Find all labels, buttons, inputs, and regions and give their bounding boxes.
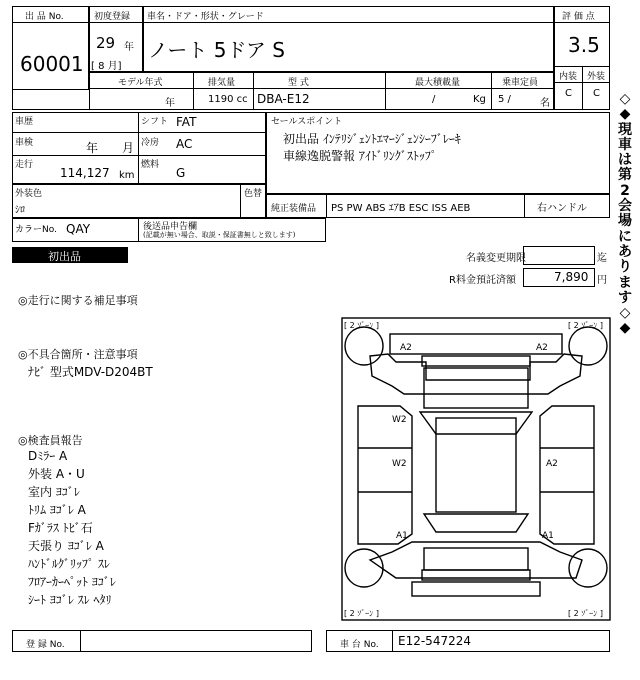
side-notice-char: に bbox=[618, 228, 632, 245]
model-value: DBA-E12 bbox=[257, 92, 310, 106]
fuel-value: G bbox=[176, 166, 186, 180]
side-notice-char: 車 bbox=[618, 136, 632, 153]
defects-line: ﾅﾋﾞ 型式MDV-D204BT bbox=[28, 365, 153, 379]
car-name: ノート 5ドア S bbox=[148, 38, 285, 62]
mileage-label: 走行 bbox=[15, 160, 34, 170]
inspection-label: 車検 bbox=[15, 138, 34, 148]
color-change-label: 色替 bbox=[244, 189, 263, 199]
side-notice-char: ま bbox=[618, 274, 632, 291]
side-notice-char: 2 bbox=[620, 182, 630, 199]
report-line: 天張り ﾖｺﾞﾚ A bbox=[28, 539, 104, 553]
interior-label: 内装 bbox=[559, 72, 578, 82]
side-notice-char: 会 bbox=[618, 198, 632, 215]
shift-value: FAT bbox=[176, 115, 197, 129]
displacement-label: 排気量 bbox=[208, 78, 236, 88]
capacity-label: 乗車定員 bbox=[502, 78, 539, 88]
lot-label: 出 品 No. bbox=[25, 12, 64, 22]
car-diagram bbox=[340, 316, 612, 622]
ac-value: AC bbox=[176, 137, 193, 151]
report-line: ｼｰﾄ ﾖｺﾞﾚ ｽﾚ ﾍﾀﾘ bbox=[28, 593, 112, 607]
mileage-unit: km bbox=[119, 170, 135, 181]
steering-value: 右ハンドル bbox=[537, 203, 587, 214]
report-line: 室内 ﾖｺﾞﾚ bbox=[28, 485, 80, 499]
capacity-unit: 名 bbox=[540, 98, 550, 109]
name-change-label: 名義変更期限 bbox=[466, 253, 526, 264]
sales-point-line2: 車線逸脱警報 ｱｲﾄﾞﾘﾝｸﾞｽﾄｯﾌﾟ bbox=[283, 149, 437, 163]
year-unit: 年 bbox=[124, 42, 134, 53]
ac-label: 冷房 bbox=[141, 138, 160, 148]
mileage-value: 114,127 bbox=[60, 166, 110, 180]
chassis-label: 車 台 No. bbox=[340, 640, 379, 650]
capacity-value: 5 / bbox=[498, 94, 511, 105]
model-label: 型 式 bbox=[288, 78, 309, 88]
mark-left-front-door: W2 bbox=[392, 415, 407, 425]
exterior-grade: C bbox=[593, 88, 600, 99]
mark-front-bumper-right: A2 bbox=[536, 343, 548, 353]
report-line: ﾄﾘﾑ ﾖｺﾞﾚ A bbox=[28, 503, 86, 517]
interior-grade: C bbox=[565, 88, 572, 99]
mark-left-rear-door: W2 bbox=[392, 459, 407, 469]
name-change-unit: 迄 bbox=[597, 253, 607, 264]
model-year-label: モデル年式 bbox=[118, 78, 163, 88]
ext-color-value: ｼﾛ bbox=[15, 205, 25, 216]
corner-tl: [ 2 ｿﾞｰﾝ ] bbox=[344, 321, 379, 330]
recycle-label: R料金預託済額 bbox=[449, 275, 516, 286]
max-load-label: 最大積載量 bbox=[415, 78, 461, 88]
report-line: Dﾐﾗｰ A bbox=[28, 449, 68, 463]
side-notice-char: ◇ bbox=[619, 305, 631, 322]
post-doc-note: (記載が無い場合、取説・保証書無しと致します) bbox=[143, 231, 296, 239]
mark-front-bumper-left: A2 bbox=[400, 343, 412, 353]
equipment-items: PS PW ABS ｴｱB ESC ISS AEB bbox=[331, 203, 471, 214]
wheel-rear-right-icon bbox=[569, 549, 607, 587]
equipment-label: 純正装備品 bbox=[271, 204, 317, 214]
displacement-value: 1190 cc bbox=[208, 94, 248, 105]
inspection-year-unit: 年 bbox=[86, 141, 99, 155]
reg-month: [ 8 月] bbox=[91, 61, 122, 72]
color-no-value: QAY bbox=[66, 222, 91, 236]
corner-bl: [ 2 ｿﾞｰﾝ ] bbox=[344, 609, 379, 618]
load-value: / bbox=[432, 94, 436, 105]
first-reg-label: 初度登録 bbox=[94, 12, 131, 22]
recycle-value: 7,890 bbox=[554, 270, 589, 284]
reg-year: 29 bbox=[96, 34, 116, 52]
report-line: 外装 A・U bbox=[28, 467, 85, 481]
corner-br: [ 2 ｿﾞｰﾝ ] bbox=[568, 609, 603, 618]
score-label: 評 価 点 bbox=[562, 12, 595, 22]
fuel-label: 燃料 bbox=[141, 160, 160, 170]
mark-right-rear-fender: A1 bbox=[542, 531, 554, 541]
wheel-front-left-icon bbox=[345, 327, 383, 365]
report-line: Fｶﾞﾗｽ ﾄﾋﾞ石 bbox=[28, 521, 93, 535]
inspector-title: ◎検査員報告 bbox=[18, 434, 83, 447]
mark-right-rear-door: A2 bbox=[546, 459, 558, 469]
exterior-label: 外装 bbox=[587, 72, 606, 82]
inspection-month-unit: 月 bbox=[122, 141, 135, 155]
reg-no-label: 登 録 No. bbox=[26, 640, 65, 650]
side-notice-char: ◆ bbox=[619, 106, 631, 123]
model-year-unit: 年 bbox=[165, 98, 175, 109]
sales-point-line1: 初出品 ｲﾝﾃﾘｼﾞｪﾝﾄｴﾏｰｼﾞｪﾝｼｰﾌﾞﾚｰｷ bbox=[283, 132, 461, 146]
side-notice-char: あ bbox=[618, 243, 632, 260]
side-notice bbox=[614, 92, 636, 652]
side-notice-char: は bbox=[618, 152, 632, 169]
history-label: 車歴 bbox=[15, 117, 34, 127]
report-line: ﾌﾛｱｰｶｰﾍﾟｯﾄ ﾖｺﾞﾚ bbox=[28, 575, 116, 589]
side-notice-char: 第 bbox=[618, 167, 632, 184]
chassis-value: E12-547224 bbox=[398, 634, 471, 648]
first-listing-text: 初出品 bbox=[48, 250, 81, 263]
load-unit: Kg bbox=[473, 94, 486, 105]
car-name-label: 車名・ドア・形状・グレード bbox=[147, 12, 264, 22]
color-no-label: カラーNo. bbox=[15, 225, 57, 235]
mark-left-rear-fender: A1 bbox=[396, 531, 408, 541]
shift-label: シフト bbox=[141, 117, 169, 127]
defects-title: ◎不具合箇所・注意事項 bbox=[18, 348, 138, 361]
score-value: 3.5 bbox=[568, 33, 600, 57]
report-line: ﾊﾝﾄﾞﾙｸﾞﾘｯﾌﾟ ｽﾚ bbox=[28, 557, 110, 571]
wheel-rear-left-icon bbox=[345, 549, 383, 587]
side-notice-char: ◆ bbox=[619, 320, 631, 337]
wheel-front-right-icon bbox=[569, 327, 607, 365]
side-notice-char: 場 bbox=[618, 213, 632, 230]
side-notice-char: り bbox=[618, 259, 632, 276]
sales-point-label: セールスポイント bbox=[271, 117, 343, 127]
corner-tr: [ 2 ｿﾞｰﾝ ] bbox=[568, 321, 603, 330]
side-notice-char: ◇ bbox=[619, 91, 631, 107]
ext-color-label: 外装色 bbox=[15, 189, 43, 199]
recycle-unit: 円 bbox=[597, 275, 607, 286]
lot-number: 60001 bbox=[20, 52, 84, 76]
side-notice-char: 現 bbox=[618, 121, 632, 138]
post-doc-label: 後送品申告欄 bbox=[143, 222, 198, 232]
supplement-title: ◎走行に関する補足事項 bbox=[18, 294, 138, 307]
side-notice-char: す bbox=[618, 289, 632, 306]
name-change-field bbox=[523, 246, 595, 265]
